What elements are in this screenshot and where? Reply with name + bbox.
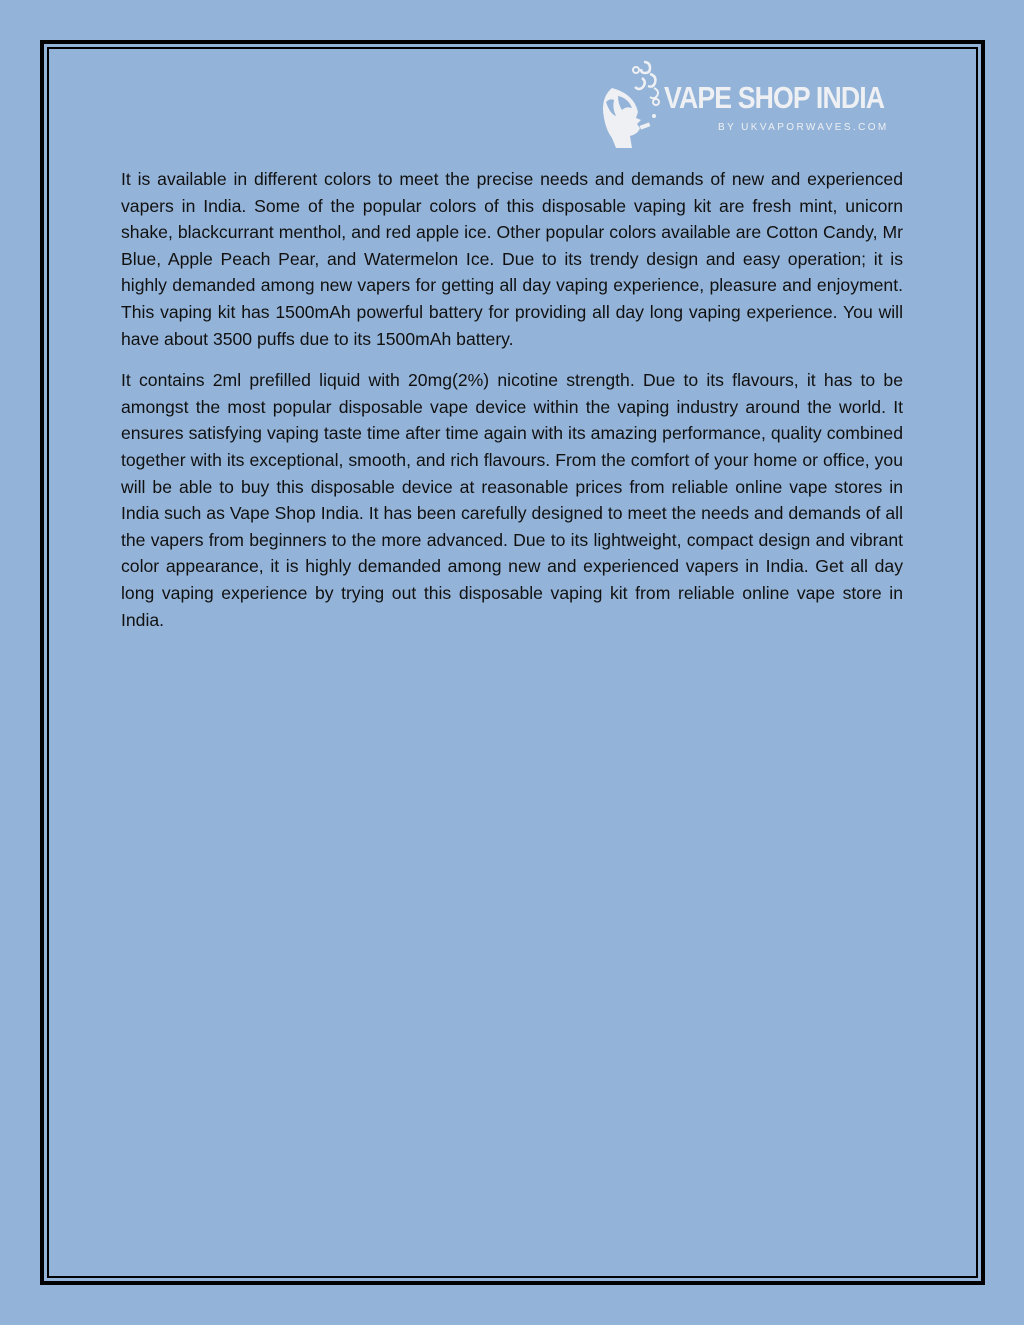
logo-subtitle: BY UKVAPORWAVES.COM [718, 122, 889, 133]
paragraph-colors: It is available in different colors to meet the precise needs and demands of new and experienced vapers in India. Some of the popular colors of this disposable vaping kit are fresh mint, unicorn shake, blackcurrant menthol, and red apple ice. Other popular colors available are Cotton Candy, Mr Blue, Apple Peach Pear, and Watermelon Ice. Due to its trendy design and easy operation; it is highly demanded among new vapers for getting all day vaping experience, pleasure and enjoyment. This vaping kit has 1500mAh powerful battery for providing all day long vaping experience. You will have about 3500 puffs due to its 1500mAh battery. [121, 169, 903, 349]
smoking-face-icon [598, 58, 668, 150]
document-body [121, 166, 903, 648]
logo-title: VAPE SHOP INDIA [664, 80, 885, 115]
vape-shop-india-logo [598, 58, 908, 150]
paragraph-liquid: It contains 2ml prefilled liquid with 20mg(2%) nicotine strength. Due to its flavours, it has to be amongst the most popular disposable vape device within the vaping industry around the world. It ensures satisfying vaping taste time after time again with its amazing performance, quality combined together with its exceptional, smooth, and rich flavours. From the comfort of your home or office, you will be able to buy this disposable device at reasonable prices from reliable online vape stores in India such as Vape Shop India. It has been carefully designed to meet the needs and demands of all the vapers from beginners to the more advanced. Due to its lightweight, compact design and vibrant color appearance, it is highly demanded among new and experienced vapers in India. Get all day long vaping experience by trying out this disposable vaping kit from reliable online vape store in India. [121, 370, 903, 630]
